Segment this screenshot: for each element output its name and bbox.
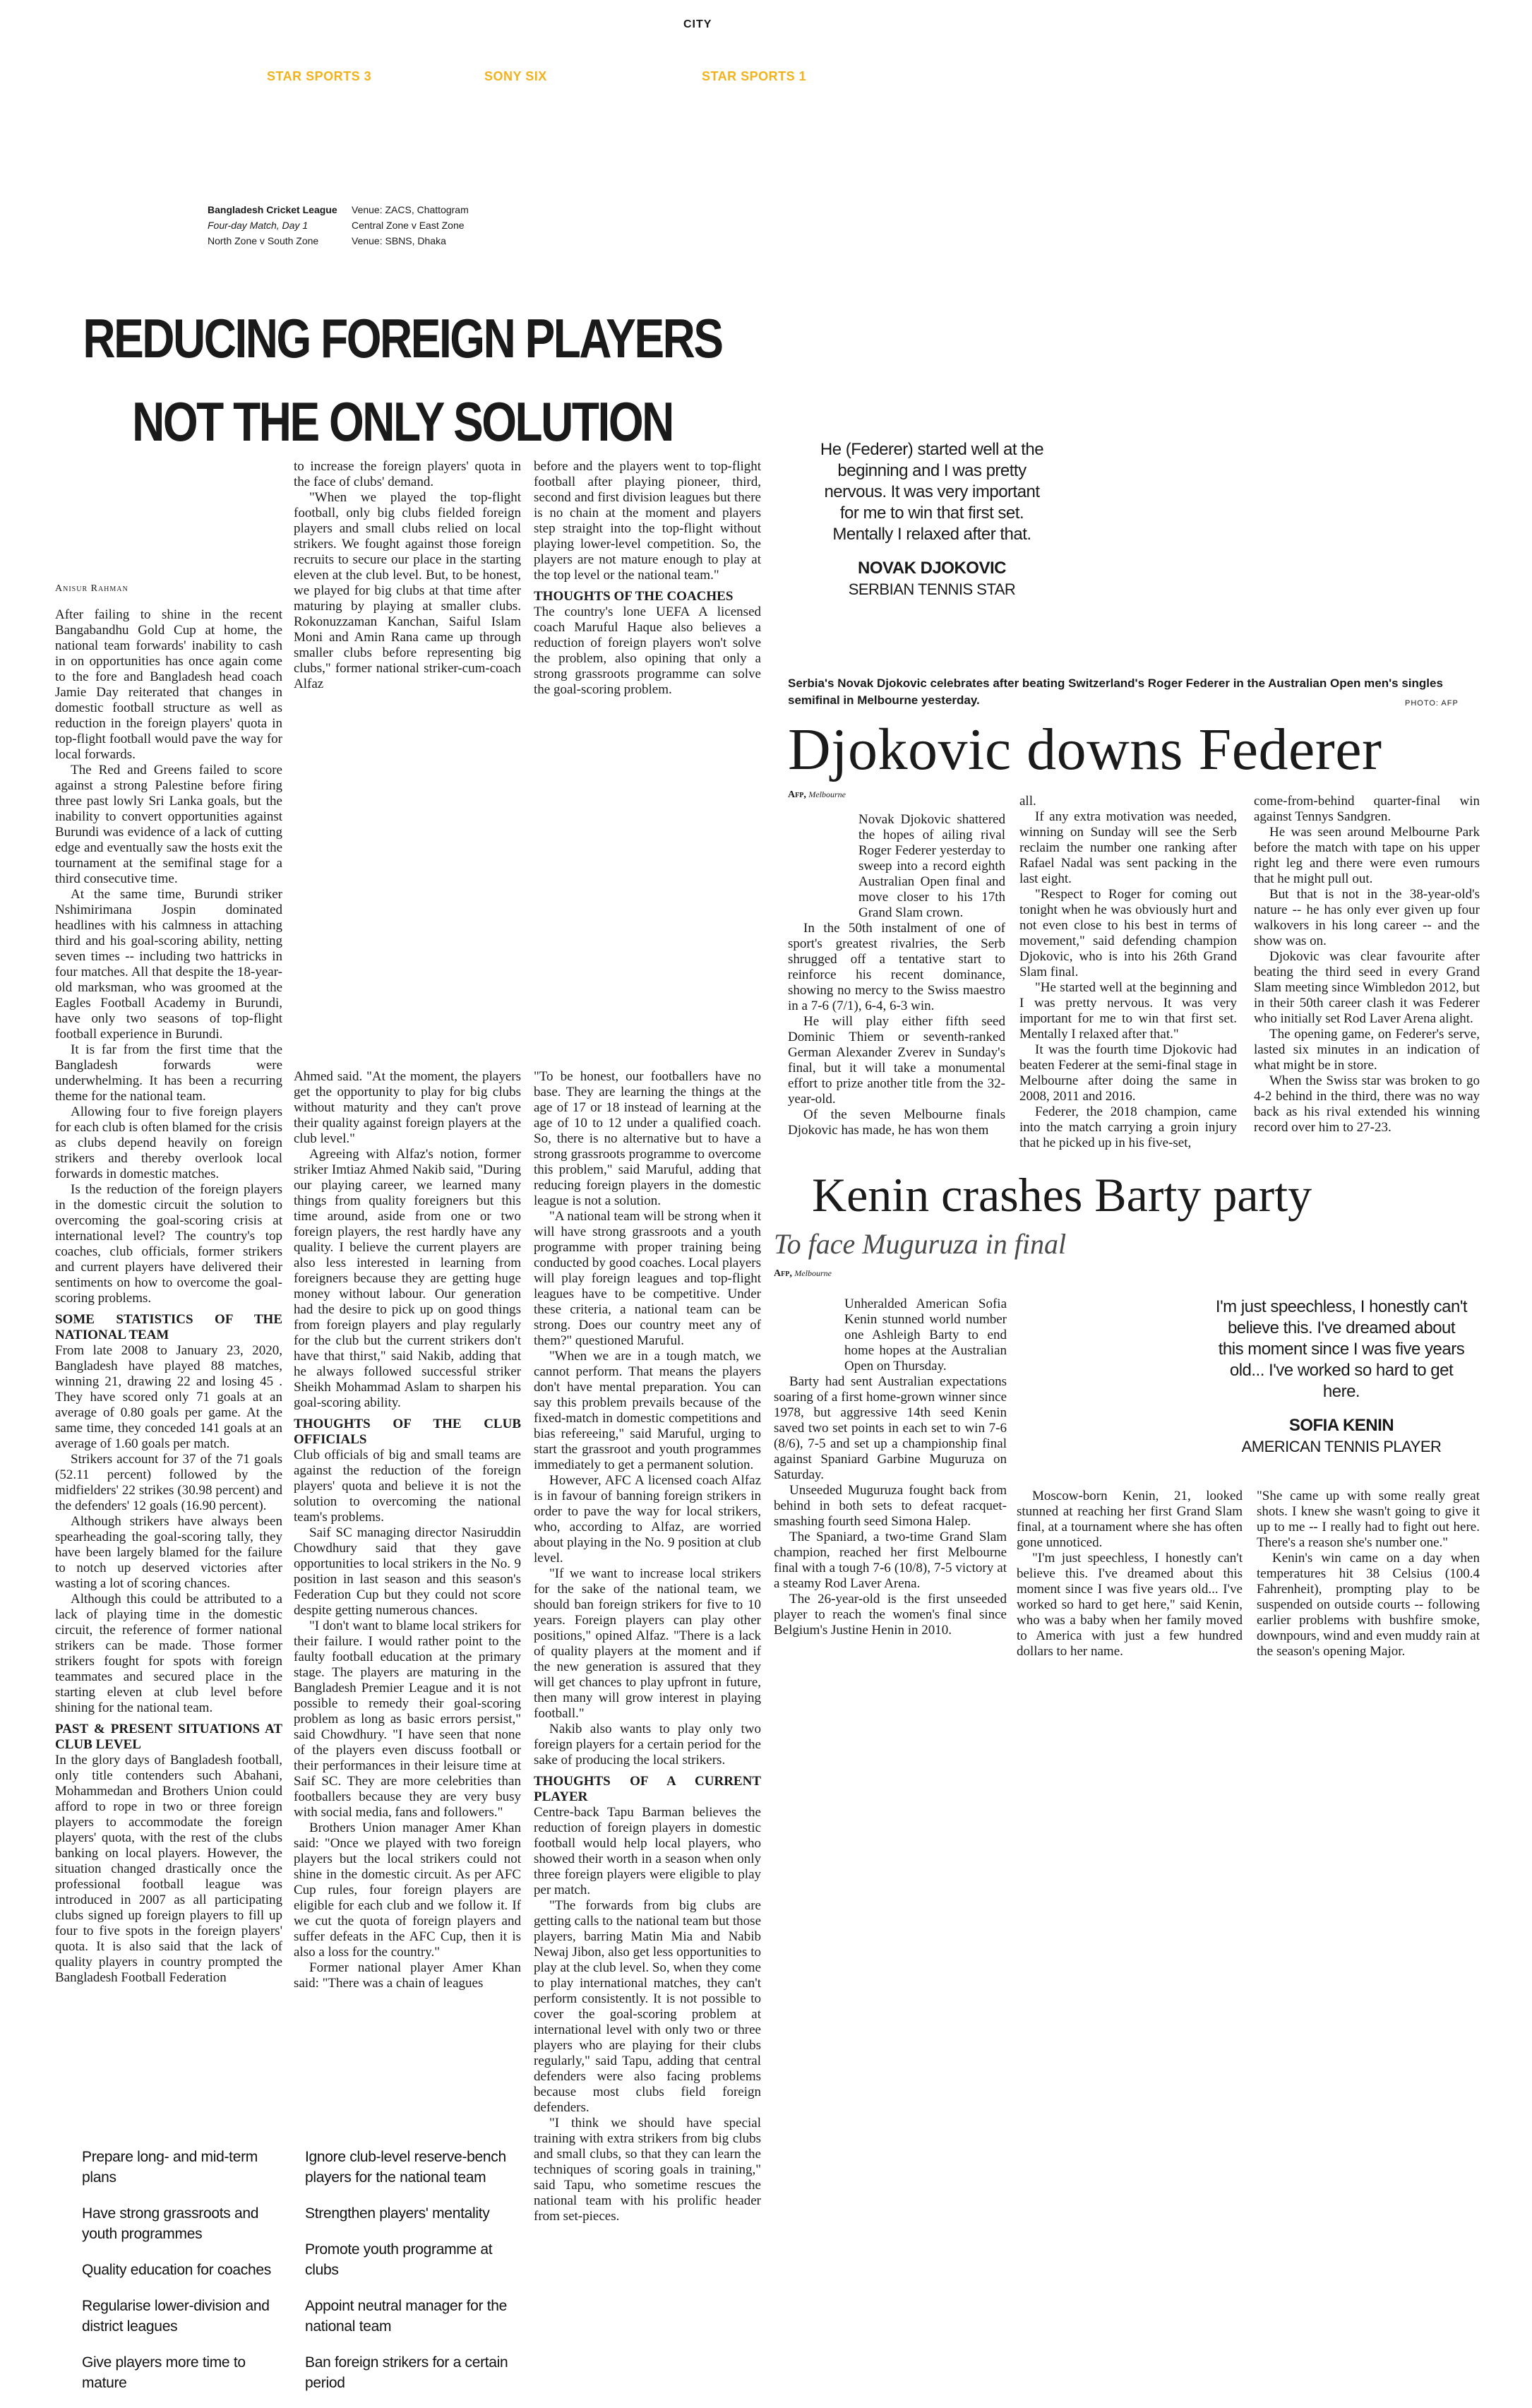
suggestion-item: Give players more time to mature [82, 2354, 246, 2391]
paragraph: Unseeded Muguruza fought back from behind in both sets to defeat racquet-smashing fourth seed Simona Halep. [774, 1483, 1007, 1529]
paragraph: But that is not in the 38-year-old's nature -- he has only ever given up four walkovers in his long career -- and the show was on. [1254, 887, 1480, 948]
paragraph: When the Swiss star was broken to go 4-2 behind in the third, there was no way back as his rival extended his winning record over him to 27-23. [1254, 1073, 1480, 1135]
paragraph: Former national player Amer Khan said: "There was a chain of leagues [294, 1960, 521, 1991]
paragraph: Nakib also wants to play only two foreign players for a certain period for the sake of producing the local strikers. [534, 1722, 761, 1768]
paragraph: Novak Djokovic shattered the hopes of ailing rival Roger Federer yesterday to sweep into a record eighth Australian Open final and move closer to his 17th Grand Slam crown. [858, 812, 1005, 920]
paragraph: However, AFC A licensed coach Alfaz is in favour of banning foreign strikers in order to pave the way for local strikers, who, according to Alfaz, are worried about playing in the No. 9 position at club level. [534, 1473, 761, 1566]
paragraph: Saif SC managing director Nasiruddin Chowdhury said that they gave opportunities to local strikers in the No. 9 position in last season and this season's Federation Cup but they could not score despite getting numerous chances. [294, 1525, 521, 1618]
paragraph: Federer, the 2018 champion, came into the match carrying a groin injury that he picked up in his five-set, [1019, 1104, 1237, 1150]
main-col-2-bottom [294, 1069, 521, 1991]
fixtures-right [352, 202, 493, 249]
suggestion-item: Regularise lower-division and district leagues [82, 2298, 270, 2335]
paragraph: before and the players went to top-flight football after playing pioneer, third, second and first division leagues but there is no chain at the moment and players step straight into the top-flight without playing lower-level competition. So, the players are not mature enough to play at the top level or the national team." [534, 459, 761, 583]
paragraph: "I think we should have special training with extra strikers from big clubs and small clubs, so that they can learn the techniques of scoring goals in training," said Tapu, who sometime rescues the national team with his prolific header from set-pieces. [534, 2116, 761, 2224]
paragraph: "When we are in a tough match, we cannot perform. That means the players don't have mental preparation. You can say this problem prevails because of the fixed-match in domestic competitions and bias refereeing," said Maruful, urging to start the grassroot and youth programmes immediately to get a permanent solution. [534, 1349, 761, 1472]
channel-1: STAR SPORTS 3 [267, 69, 372, 83]
kenin-quote-block [1214, 1297, 1468, 1458]
main-headline-line-2: NOT THE ONLY SOLUTION [132, 391, 673, 453]
quote-role: SERBIAN TENNIS STAR [848, 580, 1016, 598]
paragraph: "A national team will be strong when it will have strong grassroots and a youth programme with proper training being conducted by good coaches. Local players will play foreign leagues and top-flight leagues have to be competitive. Under these criteria, a national team can be strong. Does our country meet any of them?" questioned Maruful. [534, 1209, 761, 1348]
pull-quote: He (Federer) started well at the beginning and I was pretty nervous. It was very important for me to win that first set. Mentally I relaxed after that. [820, 440, 1044, 544]
paragraph: Strikers account for 37 of the 71 goals (52.11 percent) followed by the midfielders' 22 strikes (30.98 percent) and the defenders' 12 goals (16.90 percent). [55, 1452, 282, 1513]
paragraph: "He started well at the beginning and I was pretty nervous. It was very important for me to win that first set. Mentally I relaxed after that." [1019, 980, 1237, 1042]
suggestions-left [82, 2147, 294, 2393]
suggestion-item: Strengthen players' mentality [305, 2205, 490, 2222]
photo-credit: PHOTO: AFP [1405, 699, 1459, 708]
paragraph: Allowing four to five foreign players for each club is often blamed for the crisis as clubs depend heavily on foreign strikers and thereby overlook local forwards in domestic matches. [55, 1104, 282, 1181]
paragraph: "She came up with some really great shots. I knew she wasn't going to give it up to me -- I really had to fight out here. There's a reason she's number one." [1257, 1489, 1480, 1550]
paragraph: Is the reduction of the foreign players in the domestic circuit the solution to overcoming the goal-scoring crisis at international level? The country's top coaches, club officials, former strikers and current players have delivered their sentiments on how to overcome the goal-scoring problems. [55, 1182, 282, 1306]
paragraph: "The forwards from big clubs are getting calls to the national team but those players, barring Matin Mia and Nabib Newaj Jibon, also get less opportunities to play at the club level. So, when they come to play international matches, they can't perform consistently. It is not possible to cover the goal-scoring problem at international level with only two or three players who are playing for their clubs regularly," said Tapu, adding that central defenders were also facing problems because most clubs field foreign defenders. [534, 1898, 761, 2115]
channel-2: SONY SIX [484, 69, 547, 83]
suggestion-item: Quality education for coaches [82, 2262, 271, 2278]
paragraph: come-from-behind quarter-final win against Tennys Sandgren. [1254, 794, 1480, 824]
paragraph: The opening game, on Federer's serve, lasted six minutes in an indication of what might be in store. [1254, 1027, 1480, 1073]
subsection-heading: THOUGHTS OF THE CLUB OFFICIALS [294, 1417, 521, 1447]
paragraph: "To be honest, our footballers have no base. They are learning the things at the age of 17 or 18 instead of learning at the age of 10 to 12 under a qualified coach. So, there is no alternative but to have a strong grassroots programme to overcome this problem," said Maruful, adding that reducing foreign players in the domestic league is not a solution. [534, 1069, 761, 1208]
dateline-city: Melbourne [808, 789, 846, 799]
suggestion-item: Prepare long- and mid-term plans [82, 2149, 258, 2186]
paragraph: Unheralded American Sofia Kenin stunned world number one Ashleigh Barty to end home hopes at the Australian Open on Thursday. [844, 1297, 1007, 1373]
kenin-col-2 [1017, 1489, 1243, 1659]
suggestion-item: Appoint neutral manager for the national team [305, 2298, 508, 2335]
paragraph: "When we played the top-flight football, only big clubs fielded foreign players and small clubs relied on local strikers. We fought against those foreign recruits to secure our place in the starting eleven at the club level. But, to be honest, we played for big clubs at that time after maturing by playing at smaller clubs. Rokonuzzaman Kanchan, Saiful Islam Moni and Amin Rana came up through smaller clubs before representing big clubs," former national striker-cum-coach Alfaz [294, 490, 521, 691]
paragraph: Ahmed said. "At the moment, the players get the opportunity to play for big clubs without maturity and they can't prove their quality against foreign players at the club level." [294, 1069, 521, 1146]
paragraph: Club officials of big and small teams are against the reduction of the foreign players' quota and believe it is not the solution to overcoming the national team's problems. [294, 1448, 521, 1525]
paragraph: Of the seven Melbourne finals Djokovic has made, he has won them [788, 1107, 1005, 1138]
paragraph: It was the fourth time Djokovic had beaten Federer at the semi-final stage in Melbourne after doing the same in 2008, 2011 and 2016. [1019, 1042, 1237, 1104]
main-col-3-top [534, 459, 761, 698]
subsection-heading: THOUGHTS OF THE COACHES [534, 589, 734, 604]
quote-name: SOFIA KENIN [1288, 1416, 1394, 1435]
byline: Anisur Rahman [55, 583, 128, 594]
djokovic-col-3 [1254, 794, 1480, 1136]
kenin-subhead: To face Muguruza in final [774, 1228, 1067, 1260]
paragraph: The country's lone UEFA A licensed coach Maruful Haque also believes a reduction of foreign players won't solve the problem, also opining that only a strong grassroots programme can solve the goal-scoring problem. [534, 604, 761, 697]
paragraph: After failing to shine in the recent Bangabandhu Gold Cup at home, the national team forwards' inability to cash in on opportunities has once again come to the fore and Bangladesh head coach Jamie Day reiterated that changes in domestic football structure as well as reduction in the foreign players' quota in top-flight football would pave the way for local forwards. [55, 607, 282, 762]
paragraph: Although this could be attributed to a lack of playing time in the domestic circuit, the reference of former national strikers can be made. Those former strikers fought for spots with foreign teammates and secured place in the starting eleven at club level before shining for the national team. [55, 1592, 282, 1715]
djokovic-quote-block [819, 439, 1045, 600]
quote-role: AMERICAN TENNIS PLAYER [1241, 1438, 1442, 1455]
paragraph: The Spaniard, a two-time Grand Slam champion, reached her first Melbourne final with a tough 7-6 (10/8), 7-5 victory at a steamy Rod Laver Arena. [774, 1530, 1007, 1591]
main-headline [73, 297, 733, 463]
paragraph: Agreeing with Alfaz's notion, former striker Imtiaz Ahmed Nakib said, "During our playing career, we learned many things from quality foreigners but this time around, aside from one or two foreign players, the rest hardly have any quality. I believe the current players are also less interested in learning from foreigners because they are getting huge money without labour. Our generation had the desire to pick up on good things from foreign players and play regularly for the club but the current strikers don't have that thirst," said Nakib, adding that he always followed successful striker Sheikh Mohammad Aslam to sharpen his goal-scoring ability. [294, 1147, 521, 1410]
suggestions-box [71, 2140, 522, 2391]
subsection-heading: SOME STATISTICS OF THE NATIONAL TEAM [55, 1312, 282, 1342]
fixture-match: Four-day Match, Day 1 [208, 220, 309, 231]
djokovic-dateline [788, 789, 846, 801]
suggestion-item: Promote youth programme at clubs [305, 2241, 493, 2278]
dateline-agency: Afp, [774, 1268, 792, 1279]
kenin-col-3 [1257, 1489, 1480, 1659]
kenin-dateline [774, 1268, 832, 1280]
paragraph: The Red and Greens failed to score against a strong Palestine before firing three past lowly Sri Lanka goals, but the inability to convert opportunities against Burundi was evidence of a lack of cutting edge and eventually saw the hosts exit the tournament at the semifinal stage for a third consecutive time. [55, 763, 282, 886]
djokovic-headline: Djokovic downs Federer [788, 717, 1382, 782]
main-col-1 [55, 607, 282, 1986]
kenin-headline: Kenin crashes Barty party [812, 1168, 1312, 1222]
paragraph: "If we want to increase local strikers for the sake of the national team, we should ban foreign strikers for five to 10 years. Foreign players can play other positions," opined Alfaz. "There is a lack of quality players at the moment and if the new generation is assured that they will get chances to play upfront in future, then many will grow interest in playing football." [534, 1566, 761, 1721]
main-col-3-bottom [534, 1069, 761, 2224]
paragraph: "I don't want to blame local strikers for their failure. I would rather point to the faulty football education at the primary stage. The players are maturing in the Bangladesh Premier League and it is not possible to remedy their goal-scoring problem as long as basic errors persist," said Chowdhury. "I have seen that none of the players even discuss football or their performances in their leisure time at Saif SC. They are more celebrities than footballers because they are very busy with social media, fans and followers." [294, 1619, 521, 1820]
paragraph: He was seen around Melbourne Park before the match with tape on his upper right leg and there were even rumours that he might pull out. [1254, 825, 1480, 886]
paragraph: It is far from the first time that the Bangladesh forwards were underwhelming. It has been a recurring theme for the national team. [55, 1042, 282, 1104]
main-col-2-top [294, 459, 521, 692]
suggestion-item: Ignore club-level reserve-bench players for the national team [305, 2149, 506, 2186]
suggestion-item: Have strong grassroots and youth programmes [82, 2205, 259, 2242]
section-label: CITY [683, 18, 712, 30]
paragraph: "I'm just speechless, I honestly can't believe this. I've dreamed about this moment since I was five years old... I've worked so hard to get here," said Kenin, who was a baby when her family moved to America with just a few hundred dollars to her name. [1017, 1551, 1243, 1659]
quote-name: NOVAK DJOKOVIC [858, 559, 1006, 578]
photo-caption: Serbia's Novak Djokovic celebrates after beating Switzerland's Roger Federer in the Australian Open men's singles semifinal in Melbourne yesterday. [788, 676, 1443, 707]
pull-quote: I'm just speechless, I honestly can't believe this. I've dreamed about this moment since I was five years old... I've worked so hard to get here. [1215, 1297, 1468, 1401]
paragraph: Djokovic was clear favourite after beating the third seed in every Grand Slam meeting since Wimbledon 2012, but in their 50th career clash it was Federer who initially set Rod Laver Arena alight. [1254, 949, 1480, 1026]
paragraph: Brothers Union manager Amer Khan said: "Once we played with two foreign players but the local strikers could not shine in the domestic circuit. As per AFC Cup rules, four foreign players are eligible for each club and we follow it. If we cut the quota of foreign players and suffer defeats in the AFC Cup, then it is also a loss for the country." [294, 1820, 521, 1960]
fixture-league: Bangladesh Cricket League [208, 204, 337, 215]
kenin-col-1 [774, 1297, 1007, 1638]
paragraph: In the 50th instalment of one of sport's greatest rivalries, the Serb shrugged off a tentative start to reinforce his recent dominance, showing no mercy to the Swiss maestro in a 7-6 (7/1), 6-4, 6-3 win. [788, 921, 1005, 1013]
paragraph: In the glory days of Bangladesh football, only title contenders such Abahani, Mohammedan and Brothers Union could afford to rope in two or three foreign players to accommodate the foreign players' quota, with the rest of the clubs banking on local players. However, the situation changed drastically once the professional football league was introduced in 2007 as all participating clubs signed up foreign players to fill up four to five spots in the foreign players' quota. It is also said that the lack of quality players in country prompted the Bangladesh Football Federation [55, 1753, 282, 1985]
fixtures-left [208, 202, 356, 249]
fixture-venue-1: Venue: ZACS, Chattogram [352, 204, 469, 215]
paragraph: He will play either fifth seed Dominic Thiem or seventh-ranked German Alexander Zverev in Sunday's final, but it will take a monumental effort to prize another title from the 32-year-old. [788, 1014, 1005, 1107]
subsection-heading: PAST & PRESENT SITUATIONS AT CLUB LEVEL [55, 1722, 282, 1752]
paragraph: The 26-year-old is the first unseeded player to reach the women's final since Belgium's Justine Henin in 2010. [774, 1592, 1007, 1638]
subsection-heading: THOUGHTS OF A CURRENT PLAYER [534, 1774, 761, 1804]
fixture-game: North Zone v South Zone [208, 235, 319, 246]
suggestions-right [305, 2147, 521, 2393]
paragraph: From late 2008 to January 23, 2020, Bangladesh have played 88 matches, winning 21, drawing 22 and losing 45 . They have scored only 71 goals at an average of 0.80 goals per game. At the same time, they conceded 141 goals at an average of 1.60 goals per match. [55, 1343, 282, 1451]
paragraph: Moscow-born Kenin, 21, looked stunned at reaching her first Grand Slam final, at a tournament where she has often gone unnoticed. [1017, 1489, 1243, 1550]
djokovic-col-2 [1019, 794, 1237, 1151]
channel-3: STAR SPORTS 1 [702, 69, 807, 83]
paragraph: Centre-back Tapu Barman believes the reduction of foreign players in domestic football would help local players, who showed their worth in a season when only three foreign players were eligible to play per match. [534, 1805, 761, 1897]
paragraph: all. [1019, 794, 1036, 809]
paragraph: Barty had sent Australian expectations soaring of a first home-grown winner since 1978, but aggressive 14th seed Kenin saved two set points in each set to win 7-6 (8/6), 7-5 and set up a championship final against Spaniard Garbine Muguruza on Saturday. [774, 1374, 1007, 1482]
dateline-agency: Afp, [788, 789, 806, 800]
paragraph: to increase the foreign players' quota in the face of clubs' demand. [294, 459, 521, 489]
paragraph: At the same time, Burundi striker Nshimirimana Jospin dominated headlines with his calmness in attaching third and his goal-scoring ability, netting seven times -- including two hattricks in four matches. All that despite the 18-year-old marksman, who was groomed at the Eagles Football Academy in Burundi, have only two seasons of top-flight football experience in Burundi. [55, 887, 282, 1042]
suggestion-item: Ban foreign strikers for a certain period [305, 2354, 508, 2391]
paragraph: Although strikers have always been spearheading the goal-scoring tally, they have been largely blamed for the failure to notch up deserved victories after wasting a lot of scoring chances. [55, 1514, 282, 1591]
paragraph: If any extra motivation was needed, winning on Sunday will see the Serb reclaim the number one ranking after Rafael Nadal was sent packing in the last eight. [1019, 809, 1237, 886]
main-headline-line-1: REDUCING FOREIGN PLAYERS [83, 307, 722, 369]
paragraph: "Respect to Roger for coming out tonight when he was obviously hurt and not even close to his best in terms of movement," said defending champion Djokovic, who is into his 26th Grand Slam final. [1019, 887, 1237, 979]
djokovic-col-1 [788, 812, 1005, 1138]
dateline-city: Melbourne [794, 1268, 832, 1278]
paragraph: Kenin's win came on a day when temperatures hit 38 Celsius (100.4 Fahrenheit), prompting play to be suspended on outside courts -- following earlier problems with bushfire smoke, downpours, wind and even muddy rain at the season's opening Major. [1257, 1551, 1480, 1659]
fixture-game-2: Central Zone v East Zone [352, 220, 465, 231]
fixture-venue-2: Venue: SBNS, Dhaka [352, 235, 446, 246]
